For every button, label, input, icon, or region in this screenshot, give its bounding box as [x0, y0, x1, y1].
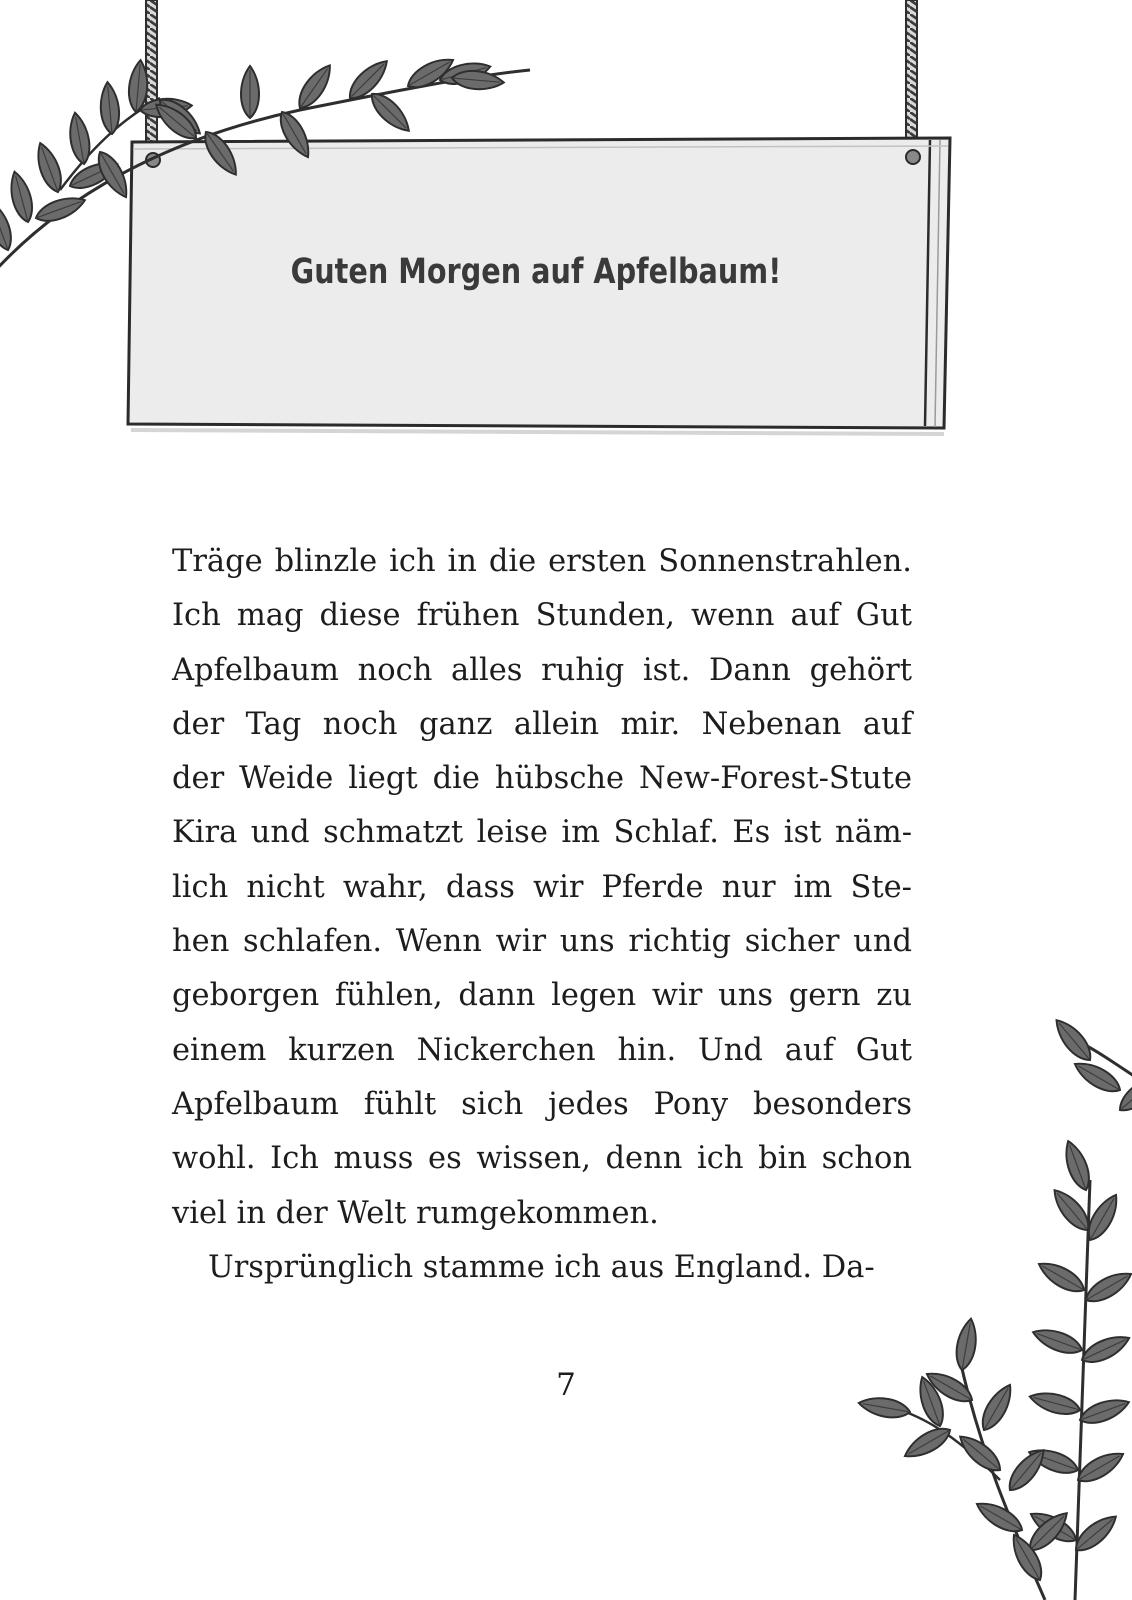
text-line: Kira und schmatzt leise im Schlaf. Es ist näm-: [172, 815, 912, 851]
chapter-title: Guten Morgen auf Apfelbaum!: [290, 252, 782, 292]
text-line: Ich mag diese frühen Stunden, wenn auf Gut: [172, 598, 912, 634]
text-line-paragraph-start: Ursprünglich stamme ich aus England. Da-: [208, 1249, 875, 1285]
text-line: Träge blinzle ich in die ersten Sonnenstrahlen.: [172, 544, 912, 579]
text-line: viel in der Welt rumgekommen.: [172, 1195, 659, 1231]
text-line: der Tag noch ganz allein mir. Nebenan auf: [172, 706, 912, 742]
text-line: einem kurzen Nickerchen hin. Und auf Gut: [172, 1032, 912, 1068]
rope-left-icon: [146, 0, 157, 146]
text-line: lich nicht wahr, dass wir Pferde nur im Ste-: [172, 869, 912, 905]
text-line: hen schlafen. Wenn wir uns richtig sicher und: [172, 924, 912, 960]
text-line: geborgen fühlen, dann legen wir uns gern zu: [172, 978, 912, 1014]
text-line: wohl. Ich muss es wissen, denn ich bin schon: [172, 1141, 912, 1177]
body-paragraphs: [172, 535, 912, 1295]
rope-right-icon: [906, 0, 917, 146]
text-line: Apfelbaum noch alles ruhig ist. Dann gehört: [172, 652, 912, 688]
nail-icon: [906, 150, 920, 164]
page-number: 7: [556, 1367, 576, 1403]
text-line: der Weide liegt die hübsche New-Forest-Stute: [172, 761, 912, 797]
text-line: Apfelbaum fühlt sich jedes Pony besonders: [172, 1086, 912, 1122]
